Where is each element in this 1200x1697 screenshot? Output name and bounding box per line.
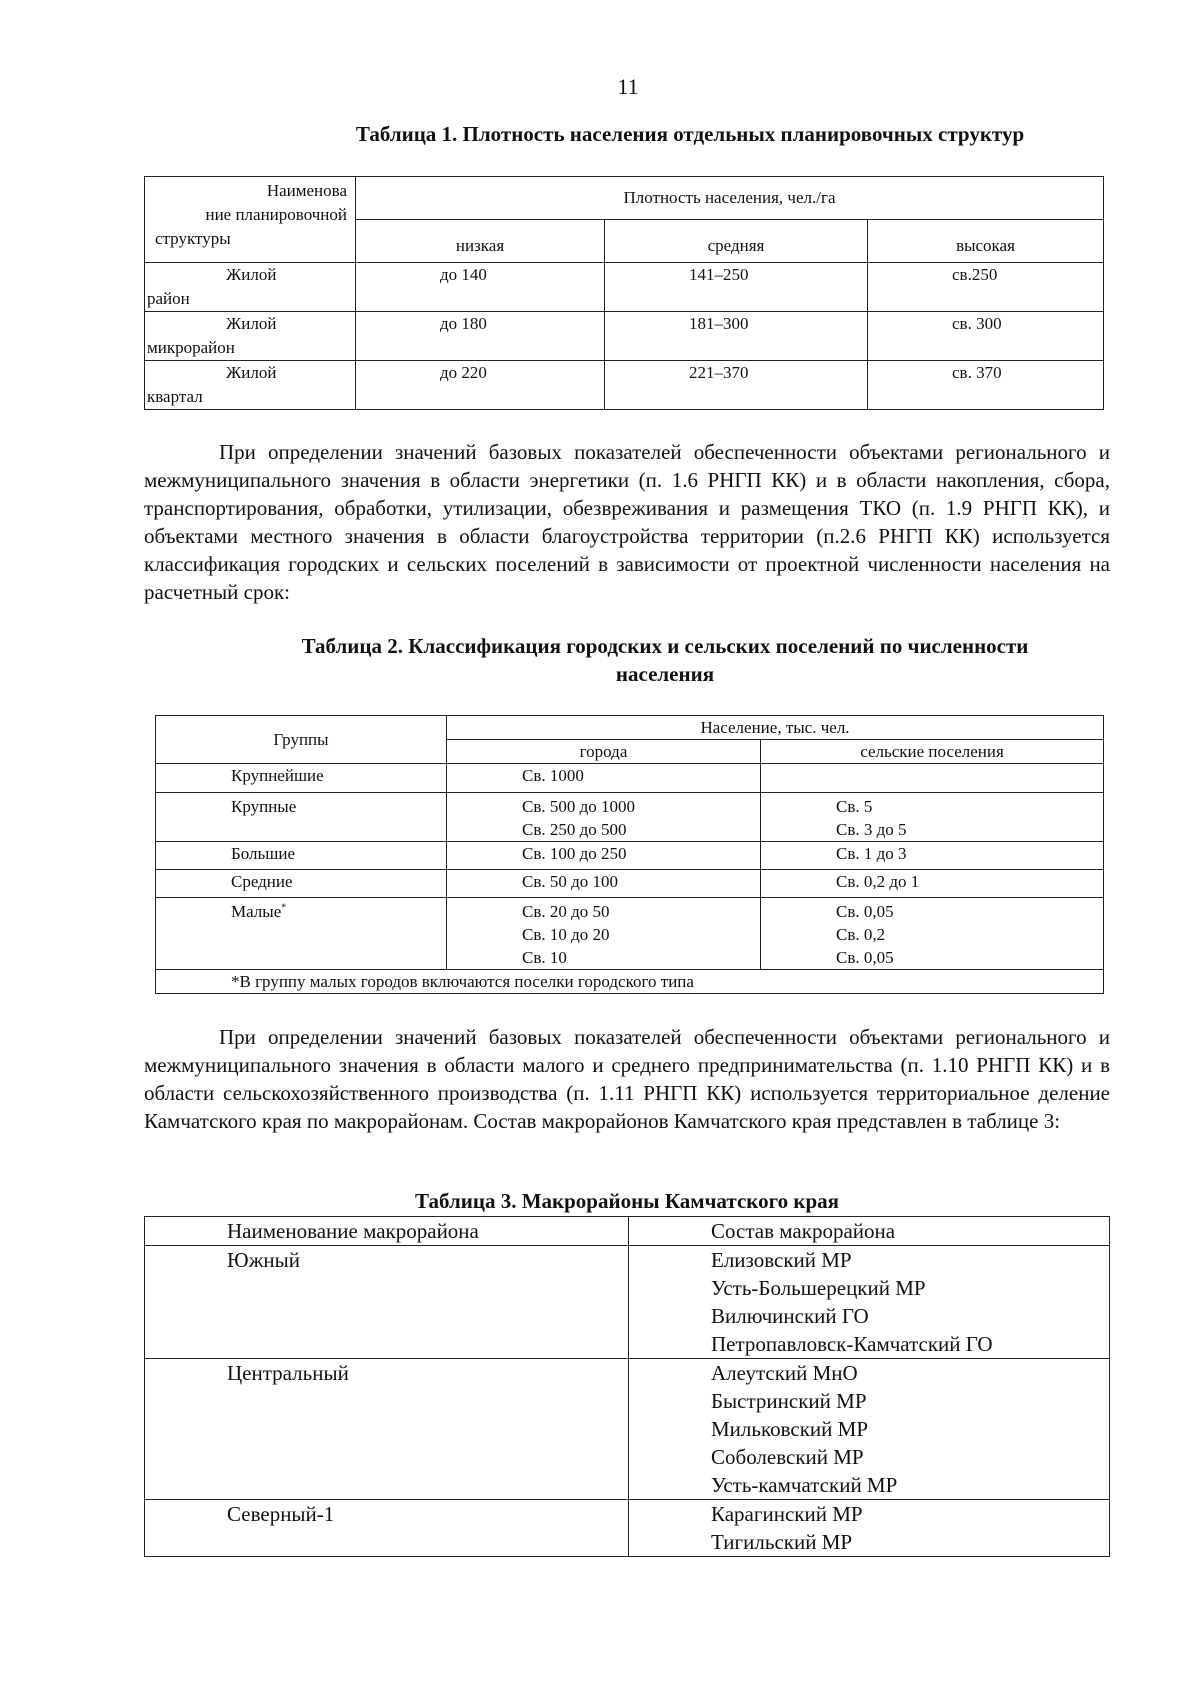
table2-header-rural: сельские поселения bbox=[761, 740, 1104, 764]
table-row: Северный-1 Карагинский МР Тигильский МР bbox=[145, 1500, 1110, 1557]
table-row: Жилой квартал до 220 221–370 св. 370 bbox=[145, 361, 1104, 410]
table1-header-name: Наименова ние планировочной структуры bbox=[145, 177, 356, 263]
table1-row-name: Жилой квартал bbox=[145, 361, 356, 410]
table2-footnote: *В группу малых городов включаются поселки городского типа bbox=[156, 970, 1104, 994]
table1-title: Таблица 1. Плотность населения отдельных планировочных структур bbox=[355, 122, 1025, 146]
table-row: Малые* Св. 20 до 50 Св. 10 до 20 Св. 10 Св. 0,05 Св. 0,2 Св. 0,05 bbox=[156, 898, 1104, 970]
table-row: Крупнейшие Св. 1000 bbox=[156, 764, 1104, 793]
table1-subheader-mid: средняя bbox=[605, 220, 868, 263]
table3-header-composition: Состав макрорайона bbox=[629, 1217, 1110, 1246]
table1-subheader-low: низкая bbox=[356, 220, 605, 263]
table2-header-population: Население, тыс. чел. bbox=[447, 716, 1104, 740]
table1 bbox=[144, 176, 1104, 410]
table1-row-name: Жилой район bbox=[145, 263, 356, 312]
table2 bbox=[155, 715, 1104, 994]
table-row: Южный Елизовский МР Усть-Большерецкий МР Вилючинский ГО Петропавловск-Камчатский ГО bbox=[145, 1246, 1110, 1359]
table1-header-density: Плотность населения, чел./га bbox=[356, 177, 1104, 220]
paragraph-2: При определении значений базовых показателей обеспеченности объектами регионального и межмуниципального значения в области малого и среднего предпринимательства (п. 1.10 РНГП КК) и в области сельскохозяйственного производства (п. 1.11 РНГП КК) используется территориальное деление Камчатского края по макрорайонам. Состав макрорайонов Камчатского края представлен в таблице 3: bbox=[144, 1025, 1110, 1133]
table2-title-line1: Таблица 2. Классификация городских и сельских поселений по численности bbox=[301, 634, 1029, 658]
table-row: Жилой район до 140 141–250 св.250 bbox=[145, 263, 1104, 312]
table1-row-name: Жилой микрорайон bbox=[145, 312, 356, 361]
table-row: Крупные Св. 500 до 1000 Св. 250 до 500 Св. 5 Св. 3 до 5 bbox=[156, 793, 1104, 842]
table2-header-cities: города bbox=[447, 740, 761, 764]
paragraph-1: При определении значений базовых показателей обеспеченности объектами регионального и межмуниципального значения в области энергетики (п. 1.6 РНГП КК) и в области накопления, сбора, транспортирования, обработки, утилизации, обезвреживания и размещения ТКО (п. 1.9 РНГП КК), и объектами местного значения в области благоустройства территории (п.2.6 РНГП КК) используется классификация городских и сельских поселений в зависимости от проектной численности населения на расчетный срок: bbox=[144, 440, 1110, 604]
table-row: Центральный Алеутский МнО Быстринский МР Мильковский МР Соболевский МР Усть-камчатский МР bbox=[145, 1359, 1110, 1500]
table2-header-groups: Группы bbox=[156, 716, 447, 764]
table3-title: Таблица 3. Макрорайоны Камчатского края bbox=[415, 1189, 839, 1213]
table3 bbox=[144, 1216, 1110, 1557]
table-row: Средние Св. 50 до 100 Св. 0,2 до 1 bbox=[156, 870, 1104, 898]
page-number: 11 bbox=[617, 74, 639, 99]
table-row: Жилой микрорайон до 180 181–300 св. 300 bbox=[145, 312, 1104, 361]
table3-header-name: Наименование макрорайона bbox=[145, 1217, 629, 1246]
table2-title-line2: населения bbox=[615, 662, 715, 686]
table1-subheader-high: высокая bbox=[868, 220, 1104, 263]
table-row: Большие Св. 100 до 250 Св. 1 до 3 bbox=[156, 842, 1104, 870]
